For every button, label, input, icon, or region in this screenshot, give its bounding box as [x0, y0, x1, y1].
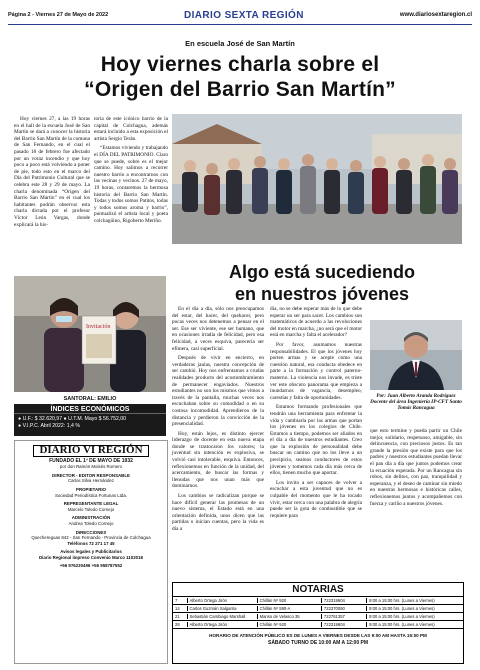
notaria-cell: 9:00 a 15:00 hrs. (Lunes a Viernes): [369, 606, 435, 611]
founder: por don Ramón Moisés Romero: [59, 464, 123, 470]
admin-title: ADMINISTRACIÓN: [71, 515, 111, 521]
indices-box: [14, 404, 166, 436]
notaria-row: [173, 621, 463, 629]
owner: Sociedad Periodística Fortunas Ltda.: [55, 492, 127, 498]
notarias-title: NOTARIAS: [173, 583, 463, 597]
owner-title: PROPIETARIO: [76, 486, 106, 492]
notices: Diario Regional impreso Convenio Marco 1102018: [39, 554, 143, 560]
staff-logo: DIARIO VI REGIÓN: [33, 445, 149, 457]
photo-caption: SANTORAL: EMILIO: [63, 396, 117, 402]
article2-column-3: que esto termine y pueda partir un Chile mejor, solidario, respetuoso, amigable, sin delincuencia, con preciosos justos. Es tan grande la presión que existe para que los padres y nuestros estudiantes puedan llevar el pan día a día que juntos podemos crear la ecuación esperada. Por un Rancagua sin robos, sin delitos, con paz, tranquilidad y esperanza, y el deseo de caminar sin miedo en nuestras hermosas e históricas calles, reflexionemos juntos y acompañemos con fuerza y cariño a nuestros jóvenes.: [370, 428, 462, 507]
notaria-cell: 14: [173, 606, 188, 611]
page-header: [8, 10, 472, 25]
numbers: +56 976230496 +56 958787552: [59, 562, 123, 568]
author-caption: [370, 393, 462, 412]
author-role: Docente del área Ingeniería IP-CFT Santo Tomás Rancagua: [370, 399, 462, 412]
phone: Teléfonos 72 271 17 45: [67, 540, 115, 546]
indices-uf-utm: ● U.F.: $ 32.620,97 ● U.T.M. Mayo $ 56.752,00: [18, 416, 127, 422]
notaria-cell: Alberto Ortega Jirón: [188, 598, 258, 603]
notaria-cell: Chillán Nº 590-A: [258, 606, 322, 611]
indices-ipc: ● V.I.P.C. Abril 2022: 1,4 %: [18, 423, 80, 429]
article1-title-1: Hoy viernes charla sobre el: [100, 53, 380, 76]
article2-title-2: en nuestros jóvenes: [234, 284, 410, 304]
website: www.diariosextaregion.cl: [399, 12, 472, 18]
article1-kicker: En escuela José de San Martín: [185, 39, 295, 48]
notaria-cell: Alberto Ortega Jirón: [188, 622, 258, 627]
article1-column-2: toria de este icónico barrio de la capital de Colchagua, además estará incluido a esta exposición el artista Sergio Terán. “Estamos viviendo y trabajando el DÍA DEL PATRIMONIO. Claro que se puede, sobre es el mejor camino. Hoy salimos a recorrer nuestro barrio a encontrarnos con las vecinas y vecinos. 27 de mayo, 19 horas, contaremos la hermosa historia del Barrio San Martín. Todas y todos somos Patitos, todas y todos somos aroma y barrio”, puntualizó el artista local y poeta colchagüino, Rigoberto Meriño.: [94, 116, 168, 224]
notaria-cell: 722319604: [322, 598, 367, 603]
notaria-cell: 722319604: [322, 622, 367, 627]
notaria-cell: Chillán Nº 920: [258, 598, 322, 603]
director: Carlos Silva Hernández: [67, 478, 115, 484]
notices-title: Avisos legales y Publicitarios: [60, 549, 122, 555]
masthead: DIARIO SEXTA REGIÓN: [184, 10, 304, 21]
santoral-photo: [14, 276, 166, 392]
article2-column-1: En el día a día, sólo nos preocupamos del estar, del hacer, del quehacer, pero pocas veces nos detenemos a pensar en el ser. Ese ser viviente, ese ser humano, que en ocasiones irradia de felicidad, pero esa felicidad, a veces esquiva, parecería ser efímera, casi superficial. Después de vivir en encierro, en verdaderas jaulas, nuestra concepción de ser cambió. Hoy nos enfrentamos a crudas realidades producto del acostumbramiento de permanecer engaviados. Nuestros estudiantes no son los mismos que vimos a través de la pantalla, muchas veces nos escuchaban sobre su comodidad o en su costosa incomodidad. Aprendieron de la distancia y perdieron la convicción de la presencialidad. Hoy, están lejos, es distinto ejercer liderazgo de docente en esta nueva etapa donde se trastocaron los valores; la juventud sin intención es explosiva, se volvió casi intolerable, esquiva. Entonces, reflexionemos en función de la unidad, del acercamiento, de buscar las formas y llenudas que nos unan más que dominarnos. Los cambios se radicalizan porque se hace difícil generar las promesas de un nuevo sistema, el Estado está en una orientación definida, unos dicen que las partidas o inician cuentas, pero la vida es día a: [172, 306, 264, 532]
notarias-hours-2: SÁBADO TURNO DE 10:00 AM A 12:00 PM: [267, 640, 369, 646]
notaria-cell: 28: [173, 622, 188, 627]
article1-group-photo: [172, 114, 462, 244]
admin: Andrea Toledo Cornejo: [68, 520, 114, 526]
notaria-row: [173, 613, 463, 621]
address: Quechereguas 842 - San Fernando - Provincia de Colchagua: [31, 535, 151, 541]
notarias-box: [172, 582, 464, 664]
notaria-cell: Carlos Guzmán Salgarria: [188, 606, 258, 611]
author-portrait-illustration: [370, 320, 462, 390]
notaria-cell: 722370060: [322, 606, 367, 611]
legal-title: REPRESENTANTE LEGAL: [63, 501, 119, 507]
director-title: DIRECTOR - EDITOR RESPONSABLE: [52, 472, 130, 478]
author-name: Por: Juan Alberto Aranda Rodríguez: [376, 393, 456, 399]
author-photo: [370, 320, 462, 390]
notaria-cell: 722761357: [322, 614, 367, 619]
founded: FUNDADO EL 1º DE MAYO DE 1932: [49, 457, 133, 464]
notaria-cell: Manso de Velasco 35: [258, 614, 322, 619]
notaria-cell: 9:00 a 15:00 hrs. (Lunes a Viernes): [369, 598, 435, 603]
notaria-cell: 9:00 a 15:00 hrs. (Lunes a Viernes): [369, 622, 435, 627]
notaria-cell: Sebastián Cambiago Marshall: [188, 614, 258, 619]
address-title: DIRECCIONES: [75, 529, 107, 535]
article2-column-2: día, no se debe esperar más de lo que debe esperar un ser para sacer. Los cambios son matemáticos de acuerdo a las revoluciones del motor en marcha, ¿no será que el motor está en marcha y falta el acelerador? Por favor, asumamos nuestras responsabilidades. El que los jóvenes hoy porten armas y se acepte como una cuestión natural, esa conducta obedece en parte a la formación y control paterno-materno. La violencia nos invade, es triste ver este obscuro panorama que empieza a inundarnos de vagancia, desempleo, carestías y falta de oportunidades. Estamos formando profesionales que tendrán una herramienta para enfrentar la vida y cambiarla por las armas que portan los jóvenes en los colegios de Chile. Estamos a tiempo, podemos ser aliados en el día a día de nuestros estudiantes. Creo que la explosión de personalidad debe buscar un camino que no los lleve a un precipicio, seamos conductores de estos jóvenes y tomemos cada día más cerca de ellos, tienen mucho que aportar. Los invito a ser capaces de volver a escuchar a esta juventud que no es culpable del momento que le ha tocado vivir, estar cerca con una palabra de alegría puede ser la gota de combustible que se requiere para: [270, 306, 362, 519]
group-photo-illustration: [172, 114, 462, 244]
staff-box: [14, 440, 168, 664]
notaria-cell: Chillán Nº 920: [258, 622, 322, 627]
notarias-hours-1: HORARIO DE ATENCIÓN PÚBLICO ES DE LUNES A VIERNES DESDE LAS 9:00 AM HASTA 15:00 PM: [209, 633, 427, 638]
legal: Marcelo Toledo Cornejo: [67, 506, 115, 512]
notaria-cell: 7: [173, 598, 188, 603]
notarias-table: [173, 597, 463, 629]
article1-title-2: “Origen del Barrio San Martín”: [84, 78, 396, 101]
page-date: Página 2 - Viernes 27 de Mayo de 2022: [8, 12, 109, 18]
svg-text:Invitación: Invitación: [86, 324, 111, 330]
notaria-row: [173, 605, 463, 613]
notaria-cell: 21: [173, 614, 188, 619]
girls-with-sign-illustration: [14, 276, 166, 392]
notaria-cell: 9:00 a 15:00 hrs. (Lunes a Viernes): [369, 614, 435, 619]
indices-title: ÍNDICES ECONÓMICOS: [14, 404, 166, 414]
notaria-row: [173, 597, 463, 605]
article2-title-1: Algo está sucediendo: [228, 262, 416, 282]
article1-column-1: Hoy viernes 27, a las 19 horas en el hall de la escuela José de San Martín se dará a conocer la historia del Barrio San Martín de la comuna de San Fernando, en el cual el pasado 18 de febrero fue afectado por un voraz incendio y que hoy poco a poco está volviendo a poner de pie, todo esto en el marco del Día del Patrimonio Cultural que se celebra este 28 y 29 de mayo. La charla denominada “Origen del Barrio San Martín” en el cual los habitantes podrán observar esta charla dictada por el profesor Víctor León Vargas, donde explicará la his-: [14, 116, 90, 228]
